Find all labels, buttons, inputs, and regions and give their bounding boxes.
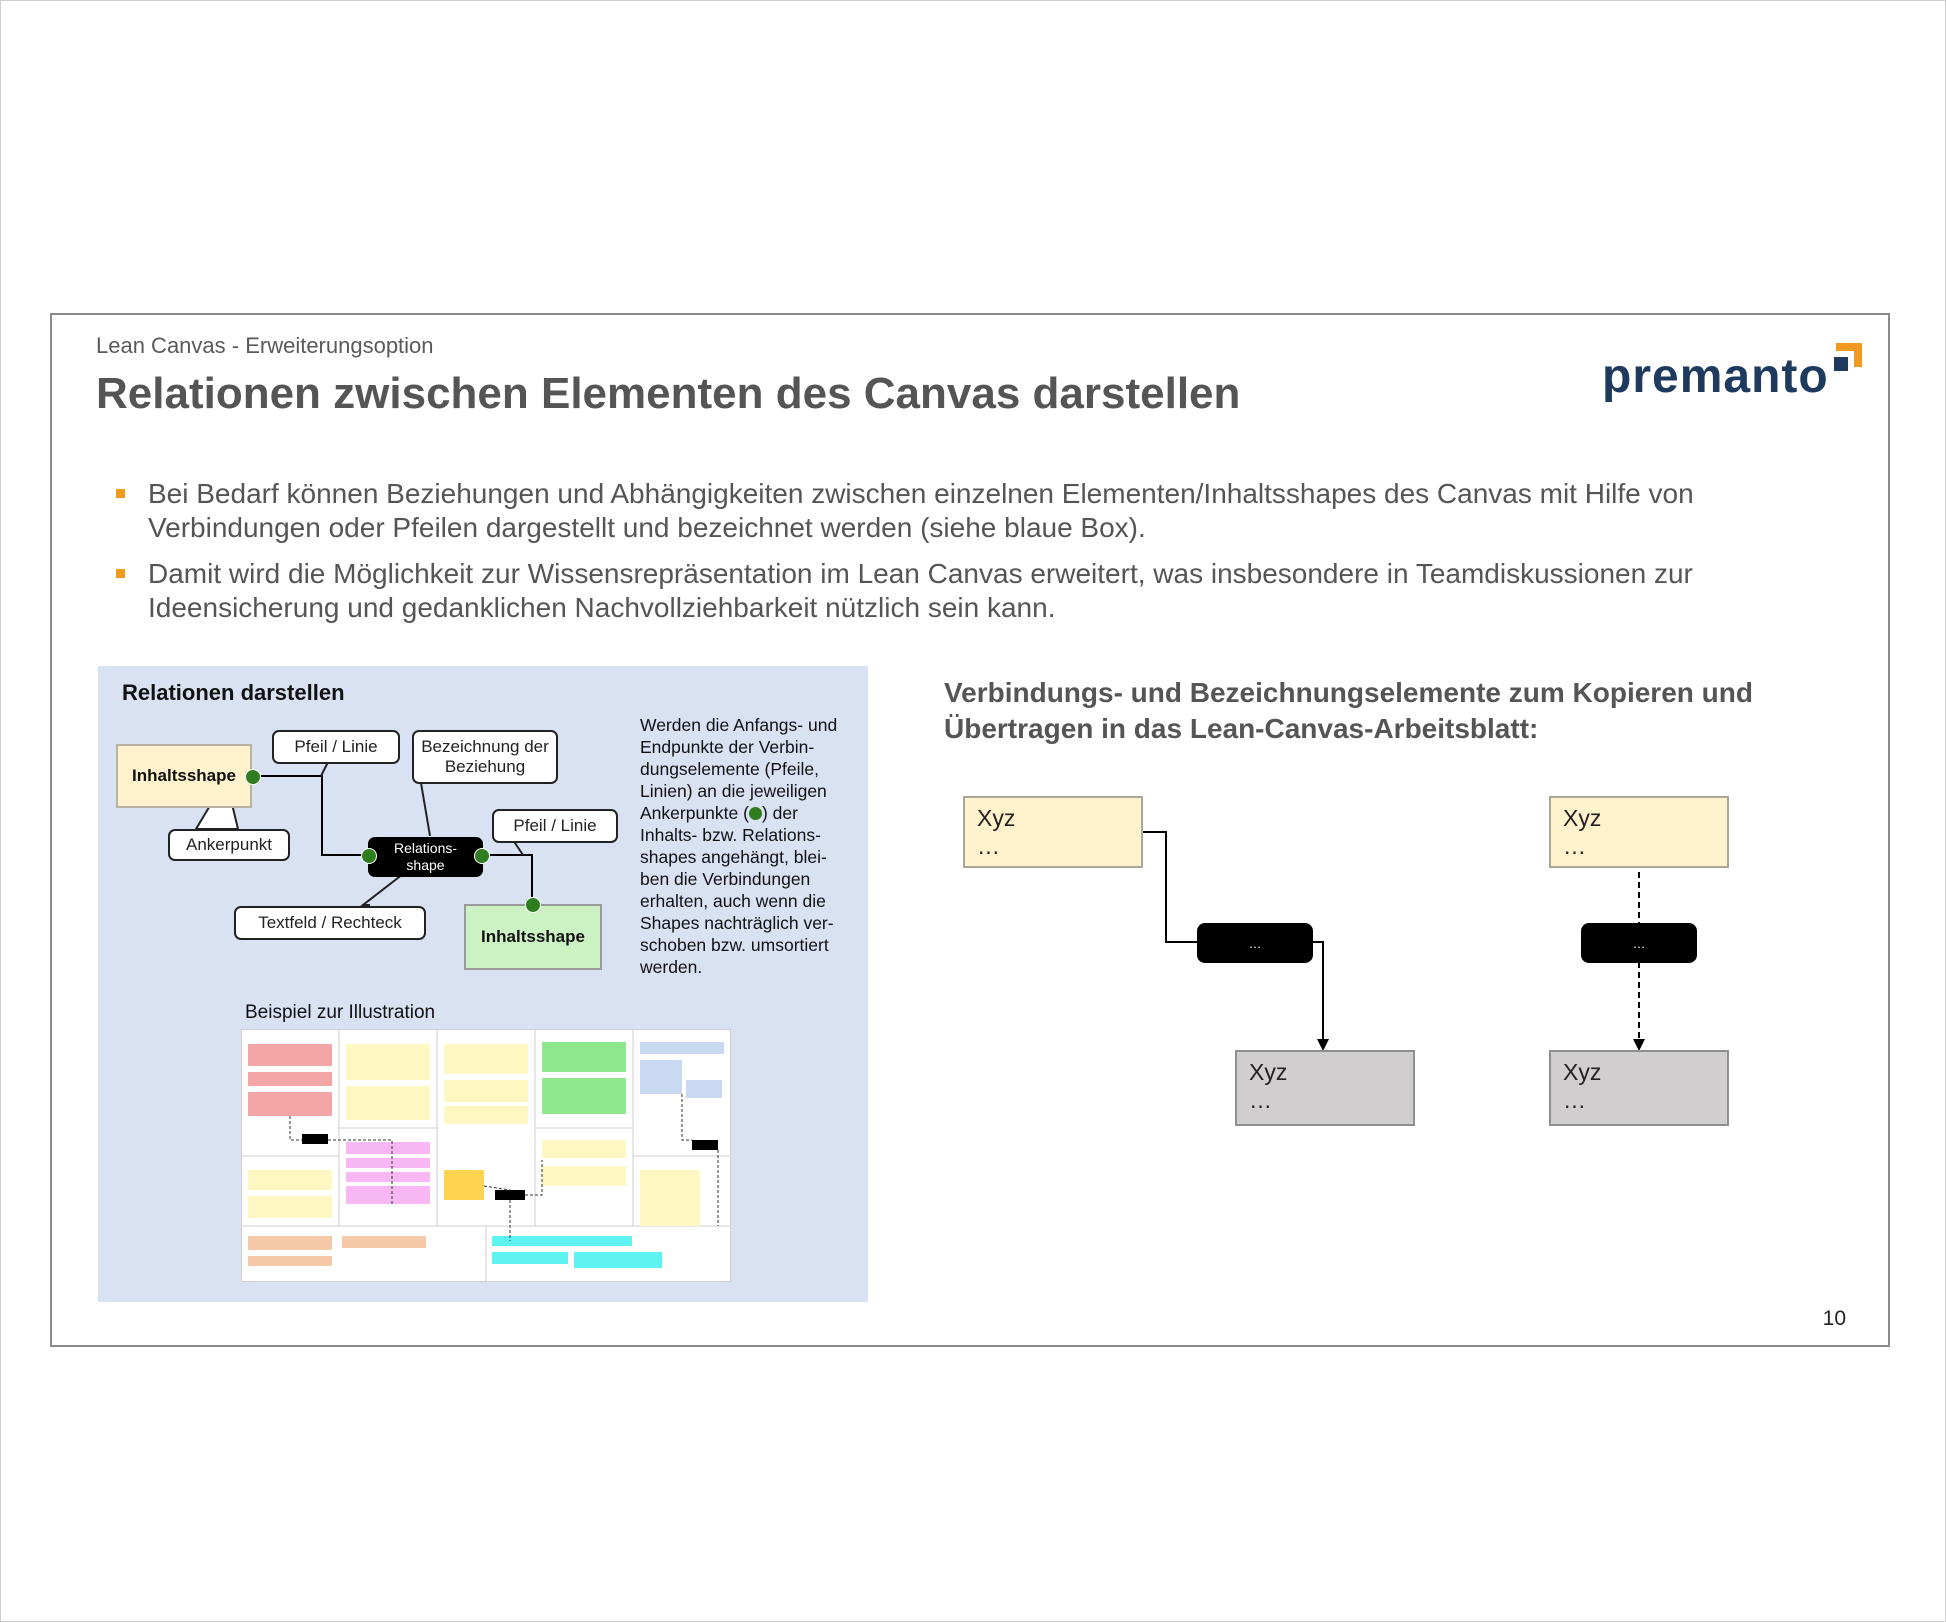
illustration-title: Relationen darstellen bbox=[122, 680, 345, 705]
callout-arrow-line: Pfeil / Linie bbox=[272, 730, 400, 764]
template-content-shape[interactable]: Xyz … bbox=[963, 796, 1143, 868]
template-content-shape[interactable]: Xyz … bbox=[1549, 796, 1729, 868]
callout-textfield: Textfeld / Rechteck bbox=[234, 906, 426, 940]
slide bbox=[50, 313, 1890, 1347]
slide-title: Relationen zwischen Elementen des Canvas darstellen bbox=[96, 369, 1241, 418]
relation-shape: Relations- shape bbox=[368, 837, 483, 877]
callout-relation-label: Bezeichnung der Beziehung bbox=[412, 730, 558, 784]
logo-text: premanto bbox=[1602, 350, 1829, 403]
template-content-shape[interactable]: Xyz … bbox=[1235, 1050, 1415, 1126]
template-content-shape[interactable]: Xyz … bbox=[1549, 1050, 1729, 1126]
callout-anchor: Ankerpunkt bbox=[168, 829, 290, 861]
illustration-description: Werden die Anfangs- und Endpunkte der Verbin-dungselemente (Pfeile, Linien) an die jeweiligen Ankerpunkte ( ) der Inhalts- bzw. Relations-shapes angehängt, blei-ben die Verbindungen erhalten, auch wenn die Shapes nachträglich ver-schoben bzw. umsortiert werden. bbox=[640, 715, 838, 977]
example-label: Beispiel zur Illustration bbox=[245, 1002, 436, 1023]
bullet-text: Bei Bedarf können Beziehungen und Abhängigkeiten zwischen einzelnen Elementen/Inhaltsshapes des Canvas mit Hilfe von Verbindungen oder Pfeilen dargestellt und bezeichnet werden (siehe blaue Box). bbox=[148, 478, 1694, 543]
bullet-text: Damit wird die Möglichkeit zur Wissensrepräsentation im Lean Canvas erweitert, was insbesondere in Teamdiskussionen zur Ideensicherung und gedanklichen Nachvollziehbarkeit nützlich sein kann. bbox=[148, 558, 1693, 623]
template-relation-shape[interactable]: … bbox=[1581, 923, 1697, 963]
template-relation-shape[interactable]: … bbox=[1197, 923, 1313, 963]
content-shape-label: Inhaltsshape bbox=[132, 766, 236, 785]
slide-subtitle: Lean Canvas - Erweiterungsoption bbox=[96, 333, 434, 358]
page-number: 10 bbox=[1822, 1307, 1846, 1330]
copy-elements-heading: Verbindungs- und Bezeichnungselemente zum Kopieren und Übertragen in das Lean-Canvas-Arbeitsblatt: bbox=[944, 677, 1753, 744]
content-shape-green: Inhaltsshape bbox=[464, 904, 602, 970]
callout-arrow-line-2: Pfeil / Linie bbox=[492, 809, 618, 843]
